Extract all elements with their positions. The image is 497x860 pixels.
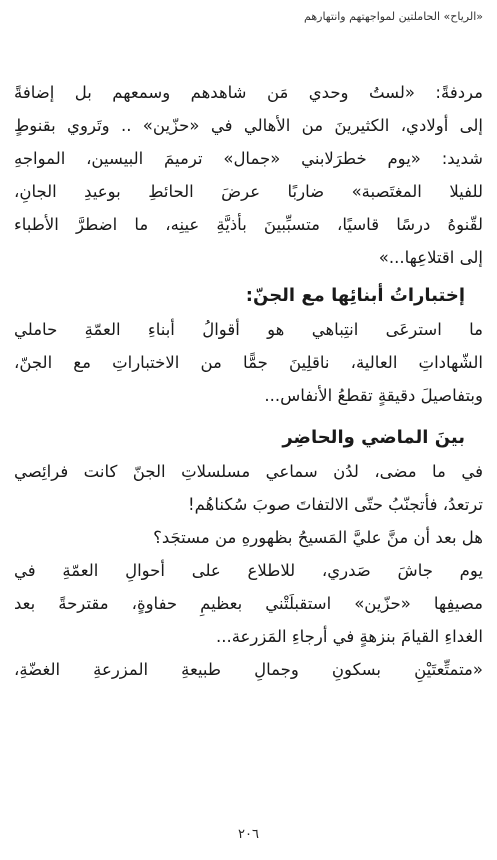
text-line: الغداءِ القيامَ بنزهةٍ في أرجاءِ المَزرعة...	[215, 627, 483, 646]
text-line: وبتفاصيلَ دقيقةٍ تقطعُ الأنفاس...	[264, 386, 483, 405]
text-line: ترتعدُ، فأتجنّبُ حتّى الالتفاتَ صوبَ سُكناهُم!	[188, 495, 483, 514]
text-line: للفيلا المغتَصبة» ضاربًا عرضَ الحائطِ بوعيدِ الجانِ،	[14, 182, 483, 201]
text-line: مصيفِها «حزّين» استقبلَتْني بعظيمِ حفاوةٍ، مقترحةً بعد	[14, 594, 483, 613]
text-line: في ما مضى، لدُن سماعي مسلسلاتِ الجنّ كانت فرائِصي	[14, 462, 483, 481]
text-line: مردفةً: «لستُ وحدي مَن شاهدهم وسمعهم بل إضافةً	[14, 83, 483, 102]
section-heading-past-present: بينَ الماضي والحاضِر	[282, 427, 465, 448]
page-body	[14, 76, 483, 686]
text-line: شديد: «يوم خطرَلابني «جمال» ترميمَ البيسين، المواجهِ	[14, 149, 483, 168]
text-line: إلى أولادي، الكثيرينَ من الأهالي في «حزّين» .. وتَروي بقنوطٍ	[14, 116, 483, 135]
text-line: ما استرعَى انتِباهي هو أقوالُ أبناءِ العمّةِ حاملي	[14, 320, 483, 339]
paragraph-experiences	[14, 313, 483, 412]
text-line: الشّهاداتِ العالية، ناقلِينَ جمًّا من الاختباراتِ مع الجنّ،	[14, 353, 483, 372]
running-header: «الرياح» الحاملتين لمواجهتهم وانتهارهم	[304, 10, 483, 23]
page-number: ٢٠٦	[238, 827, 259, 842]
text-line: لقّنوهُ درسًا قاسيًا، متسبِّبينَ بأذيَّةِ عينِه، ما اضطرَّ الأطباء	[14, 215, 483, 234]
text-line: «متمتِّعتَيْنِ بسكونِ وجمالِ طبيعةِ المزرعةِ الغضّةِ،	[14, 660, 483, 679]
section-heading-experiences: إختباراتُ أبنائِها مع الجنّ:	[245, 285, 465, 306]
paragraph-testimony	[14, 76, 483, 274]
text-line: يوم جاشَ صَدري، للاطلاع على أحوالِ العمّةِ في	[14, 561, 483, 580]
paragraph-past-present	[14, 455, 483, 686]
text-line: إلى اقتلاعِها...»	[378, 248, 483, 267]
text-line: هل بعد أن منَّ عليَّ المَسيحُ بظهورهِ من مستجَد؟	[153, 528, 483, 547]
